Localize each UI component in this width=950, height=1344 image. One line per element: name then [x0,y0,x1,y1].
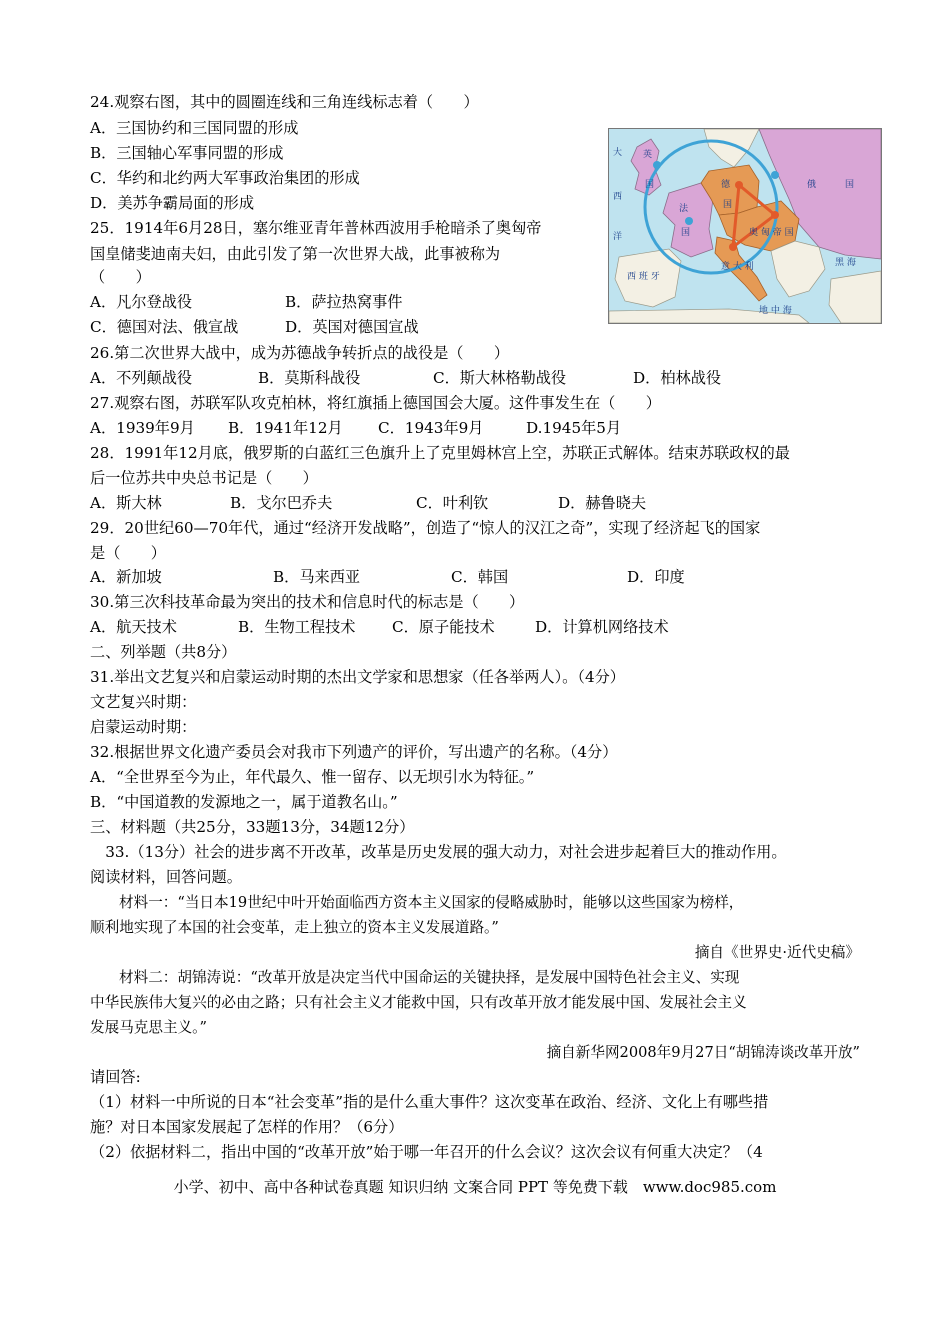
map-label-mediterranean: 地 中 海 [759,306,792,316]
q33-stem-line1: 33.（13分）社会的进步离不开改革，改革是历史发展的强大动力，对社会进步起着巨大的推动作用。 [90,843,787,861]
q25-options-row1 [90,290,402,314]
q33-material-2-line1: 材料二：胡锦涛说：“改革开放是决定当代中国命运的关键抉择，是发展中国特色社会主义、实现 [119,969,740,986]
q29-options [90,565,685,589]
q25-option-c: C．德国对法、俄宣战 [90,318,239,336]
q33-stem-line2: 阅读材料，回答问题。 [90,868,242,886]
q31-stem: 31.举出文艺复兴和启蒙运动时期的杰出文学家和思想家（任各举两人）。（4分） [90,668,625,686]
map-label-guo3: 国 [723,200,733,210]
map-label-xi: 西 [613,192,623,202]
q31-enlightenment-label: 启蒙运动时期： [90,718,197,736]
q25-option-d: D．英国对德国宣战 [285,318,419,336]
q33-material-2-source: 摘自新华网2008年9月27日“胡锦涛谈改革开放” [546,1044,860,1061]
q27-option-c: C．1943年9月 [378,419,484,437]
q27-option-a: A．1939年9月 [90,419,195,437]
q27-option-d: D.1945年5月 [526,419,622,437]
map-label-e: 俄 [807,180,817,190]
q26-option-a: A．不列颠战役 [90,369,193,387]
q33-ask: 请回答: [90,1068,141,1086]
q33-material-2-line2: 中华民族伟大复兴的必由之路；只有社会主义才能救中国，只有改革开放才能发展中国、发展社会主义 [90,994,747,1011]
q26-option-c: C．斯大林格勒战役 [433,369,567,387]
q25-stem-line2: 国皇储斐迪南夫妇，由此引发了第一次世界大战，此事被称为 [90,245,501,263]
q30-option-d: D．计算机网络技术 [535,618,669,636]
q24-option-b: B．三国轴心军事同盟的形成 [90,144,284,162]
q29-option-d: D．印度 [627,568,685,586]
q24-stem: 24.观察右图，其中的圆圈连线和三角连线标志着（ ） [90,93,479,111]
q29-stem-line2: 是（ ） [90,544,166,562]
q28-options [90,491,646,515]
map-label-black-sea: 黑 海 [835,258,856,268]
q25-option-a: A．凡尔登战役 [90,293,193,311]
q32-item-a: A．“全世界至今为止，年代最久、惟一留存、以无坝引水为特征。” [90,768,535,786]
q33-material-1-line2: 顺利地实现了本国的社会变革，走上独立的资本主义发展道路。” [90,919,499,936]
q33-material-1-line1: 材料一：“当日本19世纪中叶开始面临西方资本主义国家的侵略威胁时，能够以这些国家为榜样， [119,894,744,911]
q33-part2-line1: （2）依据材料二，指出中国的“改革开放”始于哪一年召开的什么会议？这次会议有何重大决定？（4 [90,1143,763,1161]
q26-options [90,366,721,390]
q24-option-d: D．美苏争霸局面的形成 [90,194,255,212]
q26-stem: 26.第二次世界大战中，成为苏德战争转折点的战役是（ ） [90,344,510,362]
q33-material-1-source: 摘自《世界史·近代史稿》 [694,944,860,961]
q25-stem-line1: 25．1914年6月28日，塞尔维亚青年普林西波用手枪暗杀了奥匈帝 [90,219,542,237]
q25-stem-line3: （ ） [90,268,151,286]
q33-material-2-line3: 发展马克思主义。” [90,1019,207,1036]
q33-part1-line2: 施？对日本国家发展起了怎样的作用？（6分） [90,1118,404,1136]
q28-option-c: C．叶利钦 [416,494,489,512]
section-3-heading: 三、材料题（共25分，33题13分，34题12分） [90,818,415,836]
map-label-de: 德 [721,180,731,190]
q28-option-a: A．斯大林 [90,494,162,512]
map-label-da: 大 [613,148,623,158]
q28-stem-line1: 28．1991年12月底，俄罗斯的白蓝红三色旗升上了克里姆林宫上空，苏联正式解体。结束苏联政权的最 [90,444,790,462]
q31-renaissance-label: 文艺复兴时期： [90,693,197,711]
map-label-spain: 西 班 牙 [627,272,660,282]
map-label-italy: 意 大 利 [721,262,754,272]
q24-option-c: C．华约和北约两大军事政治集团的形成 [90,169,360,187]
map-label-ying: 英 [643,150,653,160]
q29-option-a: A．新加坡 [90,568,162,586]
q33-part1-line1: （1）材料一中所说的日本“社会变革”指的是什么重大事件？这次变革在政治、经济、文化上有哪些措 [90,1093,769,1111]
q28-stem-line2: 后一位苏共中央总书记是（ ） [90,469,318,487]
q29-stem-line1: 29．20世纪60—70年代，通过“经济开发战略”，创造了“惊人的汉江之奇”，实现了经济起飞的国家 [90,519,761,537]
q28-option-d: D．赫鲁晓夫 [558,494,647,512]
page-footer: 小学、初中、高中各种试卷真题 知识归纳 文案合同 PPT 等免费下载 www.doc985.com [173,1178,777,1196]
map-graphic [609,129,881,323]
q30-options [90,615,669,639]
map-label-guo4: 国 [845,180,855,190]
q32-item-b: B．“中国道教的发源地之一，属于道教名山。” [90,793,398,811]
q24-option-a: A．三国协约和三国同盟的形成 [90,119,299,137]
q29-option-c: C．韩国 [451,568,509,586]
q25-options-row2 [90,315,419,339]
q29-option-b: B．马来西亚 [273,568,361,586]
map-label-fa: 法 [679,204,689,214]
section-2-heading: 二、列举题（共8分） [90,643,237,661]
q28-option-b: B．戈尔巴乔夫 [230,494,333,512]
q27-stem: 27.观察右图，苏联军队攻克柏林，将红旗插上德国国会大厦。这件事发生在（ ） [90,394,661,412]
q27-options [90,416,621,440]
q27-option-b: B．1941年12月 [228,419,343,437]
q32-stem: 32.根据世界文化遗产委员会对我市下列遗产的评价，写出遗产的名称。（4分） [90,743,618,761]
q30-option-a: A．航天技术 [90,618,177,636]
q26-option-b: B．莫斯科战役 [258,369,361,387]
map-label-austria-hungary: 奥 匈 帝 国 [749,228,794,238]
q26-option-d: D．柏林战役 [633,369,722,387]
europe-alliance-map [608,128,882,324]
map-label-yang: 洋 [613,232,623,242]
q30-option-b: B．生物工程技术 [238,618,356,636]
q25-option-b: B．萨拉热窝事件 [285,293,403,311]
q30-option-c: C．原子能技术 [392,618,495,636]
q30-stem: 30.第三次科技革命最为突出的技术和信息时代的标志是（ ） [90,593,525,611]
map-label-guo2: 国 [681,228,691,238]
map-label-guo1: 国 [645,180,655,190]
